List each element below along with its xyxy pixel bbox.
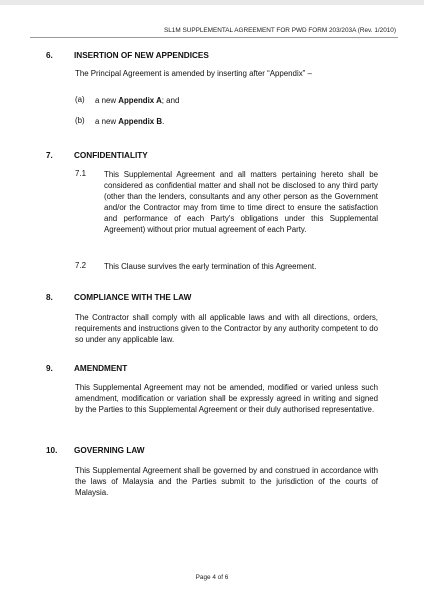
section-7-heading <box>46 151 148 160</box>
clause-7-1-number: 7.1 <box>75 169 86 178</box>
clause-7-2-text: This Clause survives the early termination of this Agreement. <box>104 262 317 271</box>
section-9-number: 9. <box>46 364 53 373</box>
clause-7-2-number: 7.2 <box>75 261 86 270</box>
section-6-intro: The Principal Agreement is amended by inserting after “Appendix” – <box>75 69 312 78</box>
form-reference-header: SL1M SUPPLEMENTAL AGREEMENT FOR PWD FORM 203/203A (Rev. 1/2010) <box>163 27 396 34</box>
section-9-text: This Supplemental Agreement may not be amended, modified or varied unless such amendment, modification or variation shall be expressly agreed in writing and signed by the Parties to this Supplemental Agreement or their duly authorised representative. <box>75 383 378 414</box>
section-6-heading <box>46 51 209 60</box>
item-a-label: (a) <box>75 95 85 104</box>
section-9-title: AMENDMENT <box>74 364 128 373</box>
section-8-text: The Contractor shall comply with all applicable laws and with all directions, orders, requirements and instructions given to the Contractor by any authority competent to do so under any applicable law. <box>75 313 378 344</box>
section-10-heading <box>46 446 145 455</box>
section-8-number: 8. <box>46 293 53 302</box>
item-a-text: a new Appendix A; and <box>95 96 180 105</box>
clause-7-1-text: This Supplemental Agreement and all matters pertaining hereto shall be considered as confidential matter and shall not be disclosed to any third party (other than the lenders, consultants and any other person as the Government and/or the Contractor may from time to time direct to ensure the satisfaction and performance of each Party's obligations under this Supplemental Agreement) without prior mutual agreement of each Party. <box>104 170 378 234</box>
header-rule <box>30 37 398 38</box>
item-b-label: (b) <box>75 116 85 125</box>
page-number-footer: Page 4 of 6 <box>195 574 229 581</box>
section-8-title: COMPLIANCE WITH THE LAW <box>74 293 192 302</box>
section-8-heading <box>46 293 191 302</box>
section-6-title: INSERTION OF NEW APPENDICES <box>74 51 209 60</box>
section-7-title: CONFIDENTIALITY <box>74 151 148 160</box>
top-border <box>0 0 424 5</box>
item-b-text: a new Appendix B. <box>95 117 165 126</box>
section-10-title: GOVERNING LAW <box>74 446 145 455</box>
section-7-number: 7. <box>46 151 53 160</box>
section-6-number: 6. <box>46 51 53 60</box>
section-10-text: This Supplemental Agreement shall be governed by and construed in accordance with the laws of Malaysia and the Parties submit to the jurisdiction of the courts of Malaysia. <box>75 466 378 497</box>
section-10-number: 10. <box>46 446 58 455</box>
section-9-heading <box>46 364 127 373</box>
